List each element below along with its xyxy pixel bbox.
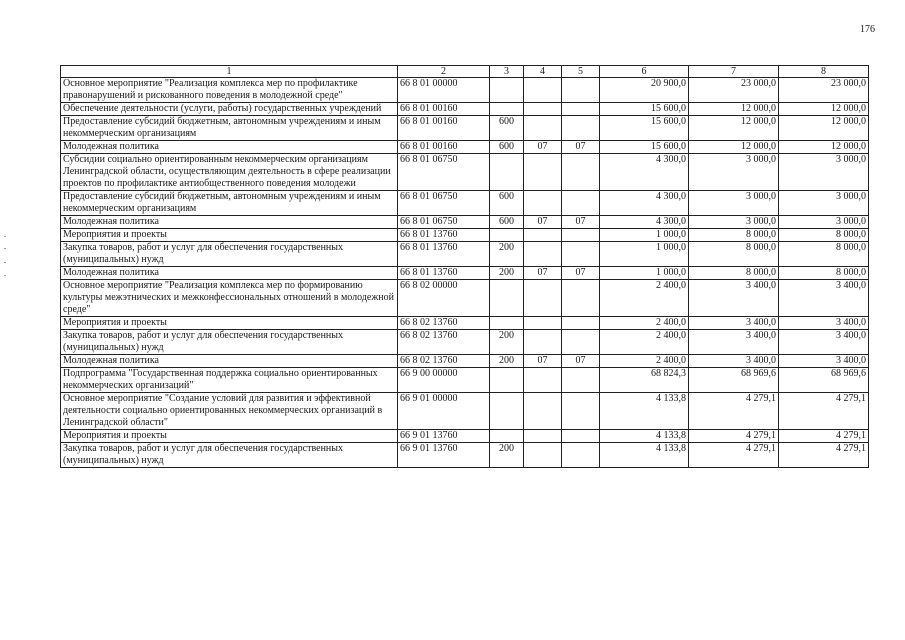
subsection-cell	[562, 229, 600, 242]
amount-col8-cell: 3 400,0	[779, 355, 869, 368]
target-code-cell: 66 9 01 13760	[398, 430, 490, 443]
amount-col6-cell: 2 400,0	[600, 330, 689, 355]
table-row	[61, 191, 869, 216]
table-row	[61, 317, 869, 330]
target-code-cell: 66 8 01 13760	[398, 229, 490, 242]
subsection-cell	[562, 317, 600, 330]
amount-col7-cell: 3 400,0	[689, 280, 779, 317]
target-code-cell: 66 8 01 00160	[398, 103, 490, 116]
column-header-5: 5	[562, 66, 600, 78]
table-row	[61, 443, 869, 468]
amount-col7-cell: 3 000,0	[689, 216, 779, 229]
amount-col6-cell: 20 900,0	[600, 78, 689, 103]
target-code-cell: 66 8 01 06750	[398, 216, 490, 229]
amount-col6-cell: 68 824,3	[600, 368, 689, 393]
item-name-cell: Обеспечение деятельности (услуги, работы) государственных учреждений	[61, 103, 398, 116]
table-row	[61, 242, 869, 267]
subsection-cell	[562, 330, 600, 355]
expense-type-cell	[490, 229, 524, 242]
amount-col6-cell: 4 133,8	[600, 443, 689, 468]
amount-col8-cell: 4 279,1	[779, 443, 869, 468]
target-code-cell: 66 9 00 00000	[398, 368, 490, 393]
section-cell	[524, 430, 562, 443]
amount-col8-cell: 68 969,6	[779, 368, 869, 393]
item-name-cell: Молодежная политика	[61, 355, 398, 368]
amount-col6-cell: 4 133,8	[600, 393, 689, 430]
subsection-cell	[562, 430, 600, 443]
target-code-cell: 66 8 02 13760	[398, 355, 490, 368]
column-header-7: 7	[689, 66, 779, 78]
expense-type-cell: 200	[490, 330, 524, 355]
table-body	[61, 78, 869, 468]
amount-col7-cell: 68 969,6	[689, 368, 779, 393]
amount-col8-cell: 12 000,0	[779, 103, 869, 116]
item-name-cell: Предоставление субсидий бюджетным, автономным учреждениям и иным некоммерческим организациям	[61, 191, 398, 216]
table-row	[61, 216, 869, 229]
subsection-cell	[562, 103, 600, 116]
target-code-cell: 66 8 01 13760	[398, 267, 490, 280]
amount-col8-cell: 3 000,0	[779, 154, 869, 191]
amount-col7-cell: 12 000,0	[689, 141, 779, 154]
expense-type-cell: 600	[490, 216, 524, 229]
section-cell: 07	[524, 141, 562, 154]
target-code-cell: 66 9 01 00000	[398, 393, 490, 430]
item-name-cell: Молодежная политика	[61, 216, 398, 229]
target-code-cell: 66 8 01 06750	[398, 154, 490, 191]
target-code-cell: 66 8 01 00160	[398, 116, 490, 141]
scan-artifact	[4, 248, 6, 249]
amount-col6-cell: 2 400,0	[600, 317, 689, 330]
item-name-cell: Мероприятия и проекты	[61, 317, 398, 330]
table-header-row	[61, 66, 869, 78]
amount-col7-cell: 4 279,1	[689, 443, 779, 468]
expense-type-cell	[490, 78, 524, 103]
amount-col6-cell: 15 600,0	[600, 116, 689, 141]
table-row	[61, 103, 869, 116]
table-row	[61, 430, 869, 443]
amount-col7-cell: 8 000,0	[689, 229, 779, 242]
item-name-cell: Основное мероприятие "Создание условий для развития и эффективной деятельности социально ориентированных некоммерческих организаций в Ленинградской области"	[61, 393, 398, 430]
amount-col8-cell: 8 000,0	[779, 267, 869, 280]
amount-col8-cell: 3 000,0	[779, 216, 869, 229]
amount-col7-cell: 3 400,0	[689, 355, 779, 368]
amount-col6-cell: 15 600,0	[600, 103, 689, 116]
page-number: 176	[860, 24, 875, 35]
amount-col6-cell: 15 600,0	[600, 141, 689, 154]
section-cell: 07	[524, 267, 562, 280]
subsection-cell: 07	[562, 355, 600, 368]
section-cell	[524, 103, 562, 116]
column-header-3: 3	[490, 66, 524, 78]
section-cell	[524, 280, 562, 317]
item-name-cell: Основное мероприятие "Реализация комплекса мер по профилактике правонарушений и рискованного поведения в молодежной среде"	[61, 78, 398, 103]
column-header-2: 2	[398, 66, 490, 78]
column-header-4: 4	[524, 66, 562, 78]
amount-col7-cell: 3 400,0	[689, 330, 779, 355]
expense-type-cell: 200	[490, 443, 524, 468]
table-row	[61, 229, 869, 242]
expense-type-cell: 200	[490, 242, 524, 267]
section-cell: 07	[524, 355, 562, 368]
target-code-cell: 66 8 01 06750	[398, 191, 490, 216]
item-name-cell: Молодежная политика	[61, 141, 398, 154]
amount-col8-cell: 12 000,0	[779, 116, 869, 141]
amount-col7-cell: 4 279,1	[689, 430, 779, 443]
subsection-cell	[562, 78, 600, 103]
column-header-8: 8	[779, 66, 869, 78]
amount-col7-cell: 3 000,0	[689, 154, 779, 191]
amount-col6-cell: 2 400,0	[600, 355, 689, 368]
item-name-cell: Мероприятия и проекты	[61, 229, 398, 242]
amount-col6-cell: 1 000,0	[600, 267, 689, 280]
amount-col7-cell: 8 000,0	[689, 267, 779, 280]
amount-col6-cell: 4 133,8	[600, 430, 689, 443]
expense-type-cell	[490, 103, 524, 116]
item-name-cell: Субсидии социально ориентированным некоммерческим организациям Ленинградской области, осуществляющим деятельность в сфере реализации проектов по профилактике антиобщественного поведения молодежи	[61, 154, 398, 191]
amount-col8-cell: 4 279,1	[779, 393, 869, 430]
section-cell	[524, 154, 562, 191]
subsection-cell	[562, 242, 600, 267]
amount-col6-cell: 4 300,0	[600, 216, 689, 229]
expense-type-cell: 200	[490, 355, 524, 368]
subsection-cell: 07	[562, 141, 600, 154]
scan-artifact	[4, 275, 6, 276]
item-name-cell: Закупка товаров, работ и услуг для обеспечения государственных (муниципальных) нужд	[61, 330, 398, 355]
item-name-cell: Основное мероприятие "Реализация комплекса мер по формированию культуры межэтнических и межконфессиональных отношений в молодежной среде"	[61, 280, 398, 317]
section-cell	[524, 78, 562, 103]
amount-col8-cell: 8 000,0	[779, 229, 869, 242]
section-cell	[524, 443, 562, 468]
subsection-cell	[562, 443, 600, 468]
budget-table	[60, 65, 869, 468]
target-code-cell: 66 8 02 13760	[398, 317, 490, 330]
amount-col8-cell: 3 400,0	[779, 280, 869, 317]
target-code-cell: 66 8 01 00160	[398, 141, 490, 154]
item-name-cell: Предоставление субсидий бюджетным, автономным учреждениям и иным некоммерческим организациям	[61, 116, 398, 141]
section-cell	[524, 242, 562, 267]
amount-col6-cell: 1 000,0	[600, 229, 689, 242]
amount-col6-cell: 4 300,0	[600, 191, 689, 216]
section-cell	[524, 330, 562, 355]
table-row	[61, 330, 869, 355]
table-row	[61, 141, 869, 154]
table-row	[61, 267, 869, 280]
section-cell: 07	[524, 216, 562, 229]
subsection-cell	[562, 280, 600, 317]
target-code-cell: 66 8 02 00000	[398, 280, 490, 317]
subsection-cell	[562, 368, 600, 393]
table-row	[61, 355, 869, 368]
target-code-cell: 66 9 01 13760	[398, 443, 490, 468]
expense-type-cell	[490, 393, 524, 430]
subsection-cell	[562, 393, 600, 430]
subsection-cell	[562, 191, 600, 216]
amount-col8-cell: 3 400,0	[779, 317, 869, 330]
expense-type-cell	[490, 280, 524, 317]
expense-type-cell: 200	[490, 267, 524, 280]
table-row	[61, 78, 869, 103]
expense-type-cell: 600	[490, 191, 524, 216]
amount-col8-cell: 4 279,1	[779, 430, 869, 443]
amount-col7-cell: 12 000,0	[689, 116, 779, 141]
scan-artifact	[4, 236, 6, 237]
section-cell	[524, 116, 562, 141]
expense-type-cell: 600	[490, 116, 524, 141]
target-code-cell: 66 8 01 13760	[398, 242, 490, 267]
column-header-6: 6	[600, 66, 689, 78]
item-name-cell: Молодежная политика	[61, 267, 398, 280]
item-name-cell: Закупка товаров, работ и услуг для обеспечения государственных (муниципальных) нужд	[61, 242, 398, 267]
amount-col7-cell: 8 000,0	[689, 242, 779, 267]
table-row	[61, 116, 869, 141]
section-cell	[524, 229, 562, 242]
target-code-cell: 66 8 01 00000	[398, 78, 490, 103]
item-name-cell: Закупка товаров, работ и услуг для обеспечения государственных (муниципальных) нужд	[61, 443, 398, 468]
item-name-cell: Мероприятия и проекты	[61, 430, 398, 443]
amount-col7-cell: 3 000,0	[689, 191, 779, 216]
subsection-cell: 07	[562, 216, 600, 229]
table-row	[61, 154, 869, 191]
section-cell	[524, 317, 562, 330]
table-row	[61, 368, 869, 393]
amount-col8-cell: 3 400,0	[779, 330, 869, 355]
expense-type-cell	[490, 317, 524, 330]
amount-col7-cell: 23 000,0	[689, 78, 779, 103]
amount-col8-cell: 3 000,0	[779, 191, 869, 216]
amount-col7-cell: 12 000,0	[689, 103, 779, 116]
amount-col7-cell: 3 400,0	[689, 317, 779, 330]
item-name-cell: Подпрограмма "Государственная поддержка социально ориентированных некоммерческих организаций"	[61, 368, 398, 393]
amount-col6-cell: 4 300,0	[600, 154, 689, 191]
amount-col8-cell: 12 000,0	[779, 141, 869, 154]
amount-col8-cell: 23 000,0	[779, 78, 869, 103]
subsection-cell	[562, 116, 600, 141]
column-header-1: 1	[61, 66, 398, 78]
table-row	[61, 280, 869, 317]
expense-type-cell	[490, 368, 524, 393]
amount-col6-cell: 1 000,0	[600, 242, 689, 267]
subsection-cell: 07	[562, 267, 600, 280]
amount-col7-cell: 4 279,1	[689, 393, 779, 430]
expense-type-cell	[490, 154, 524, 191]
expense-type-cell	[490, 430, 524, 443]
amount-col8-cell: 8 000,0	[779, 242, 869, 267]
table-row	[61, 393, 869, 430]
expense-type-cell: 600	[490, 141, 524, 154]
subsection-cell	[562, 154, 600, 191]
section-cell	[524, 393, 562, 430]
amount-col6-cell: 2 400,0	[600, 280, 689, 317]
scan-artifact	[4, 262, 6, 263]
target-code-cell: 66 8 02 13760	[398, 330, 490, 355]
section-cell	[524, 191, 562, 216]
section-cell	[524, 368, 562, 393]
